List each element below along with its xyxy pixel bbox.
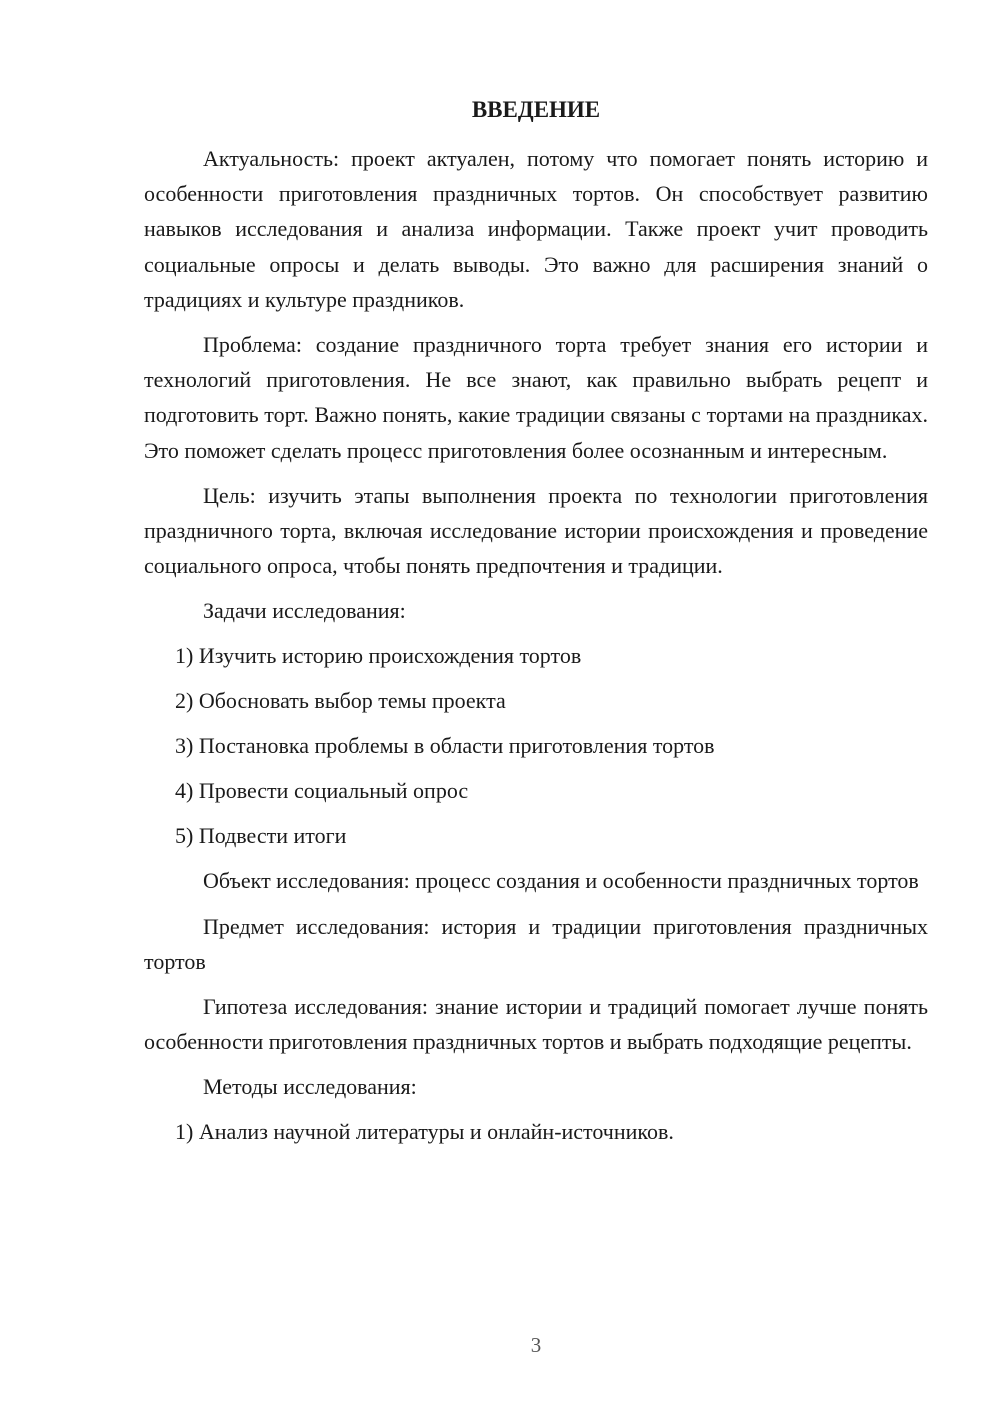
problem-paragraph: Проблема: создание праздничного торта требует знания его истории и технологий приготовления. Не все знают, как правильно выбрать рецепт и подготовить торт. Важно понять, какие традиции связаны с тортами на праздниках. Это поможет сделать процесс приготовления более осознанным и интересным. [144, 332, 928, 463]
methods-heading: Методы исследования: [203, 1074, 417, 1100]
relevance-paragraph: Актуальность: проект актуален, потому что помогает понять историю и особенности приготовления праздничных тортов. Он способствует развитию навыков исследования и анализа информации. Также проект учит проводить социальные опросы и делать выводы. Это важно для расширения знаний о традициях и культуре праздников. [144, 146, 928, 312]
object-paragraph: Объект исследования: процесс создания и особенности праздничных тортов [203, 868, 919, 894]
task-item: 4) Провести социальный опрос [175, 778, 469, 804]
task-item: 2) Обосновать выбор темы проекта [175, 688, 506, 714]
task-item: 1) Изучить историю происхождения тортов [175, 643, 582, 669]
page-body [144, 141, 928, 1159]
page-number: 3 [530, 1333, 542, 1357]
task-item: 3) Постановка проблемы в области приготовления тортов [175, 733, 715, 759]
subject-paragraph: Предмет исследования: история и традиции приготовления праздничных тортов [144, 913, 928, 974]
tasks-heading: Задачи исследования: [203, 598, 406, 624]
task-item: 5) Подвести итоги [175, 823, 347, 849]
hypothesis-paragraph: Гипотеза исследования: знание истории и традиций помогает лучше понять особенности приготовления праздничных тортов и выбрать подходящие рецепты. [144, 994, 928, 1055]
goal-paragraph: Цель: изучить этапы выполнения проекта по технологии приготовления праздничного торта, включая исследование истории происхождения и проведение социального опроса, чтобы понять предпочтения и традиции. [144, 482, 928, 579]
method-item: 1) Анализ научной литературы и онлайн-источников. [175, 1119, 674, 1145]
page-title: ВВЕДЕНИЕ [471, 97, 601, 122]
